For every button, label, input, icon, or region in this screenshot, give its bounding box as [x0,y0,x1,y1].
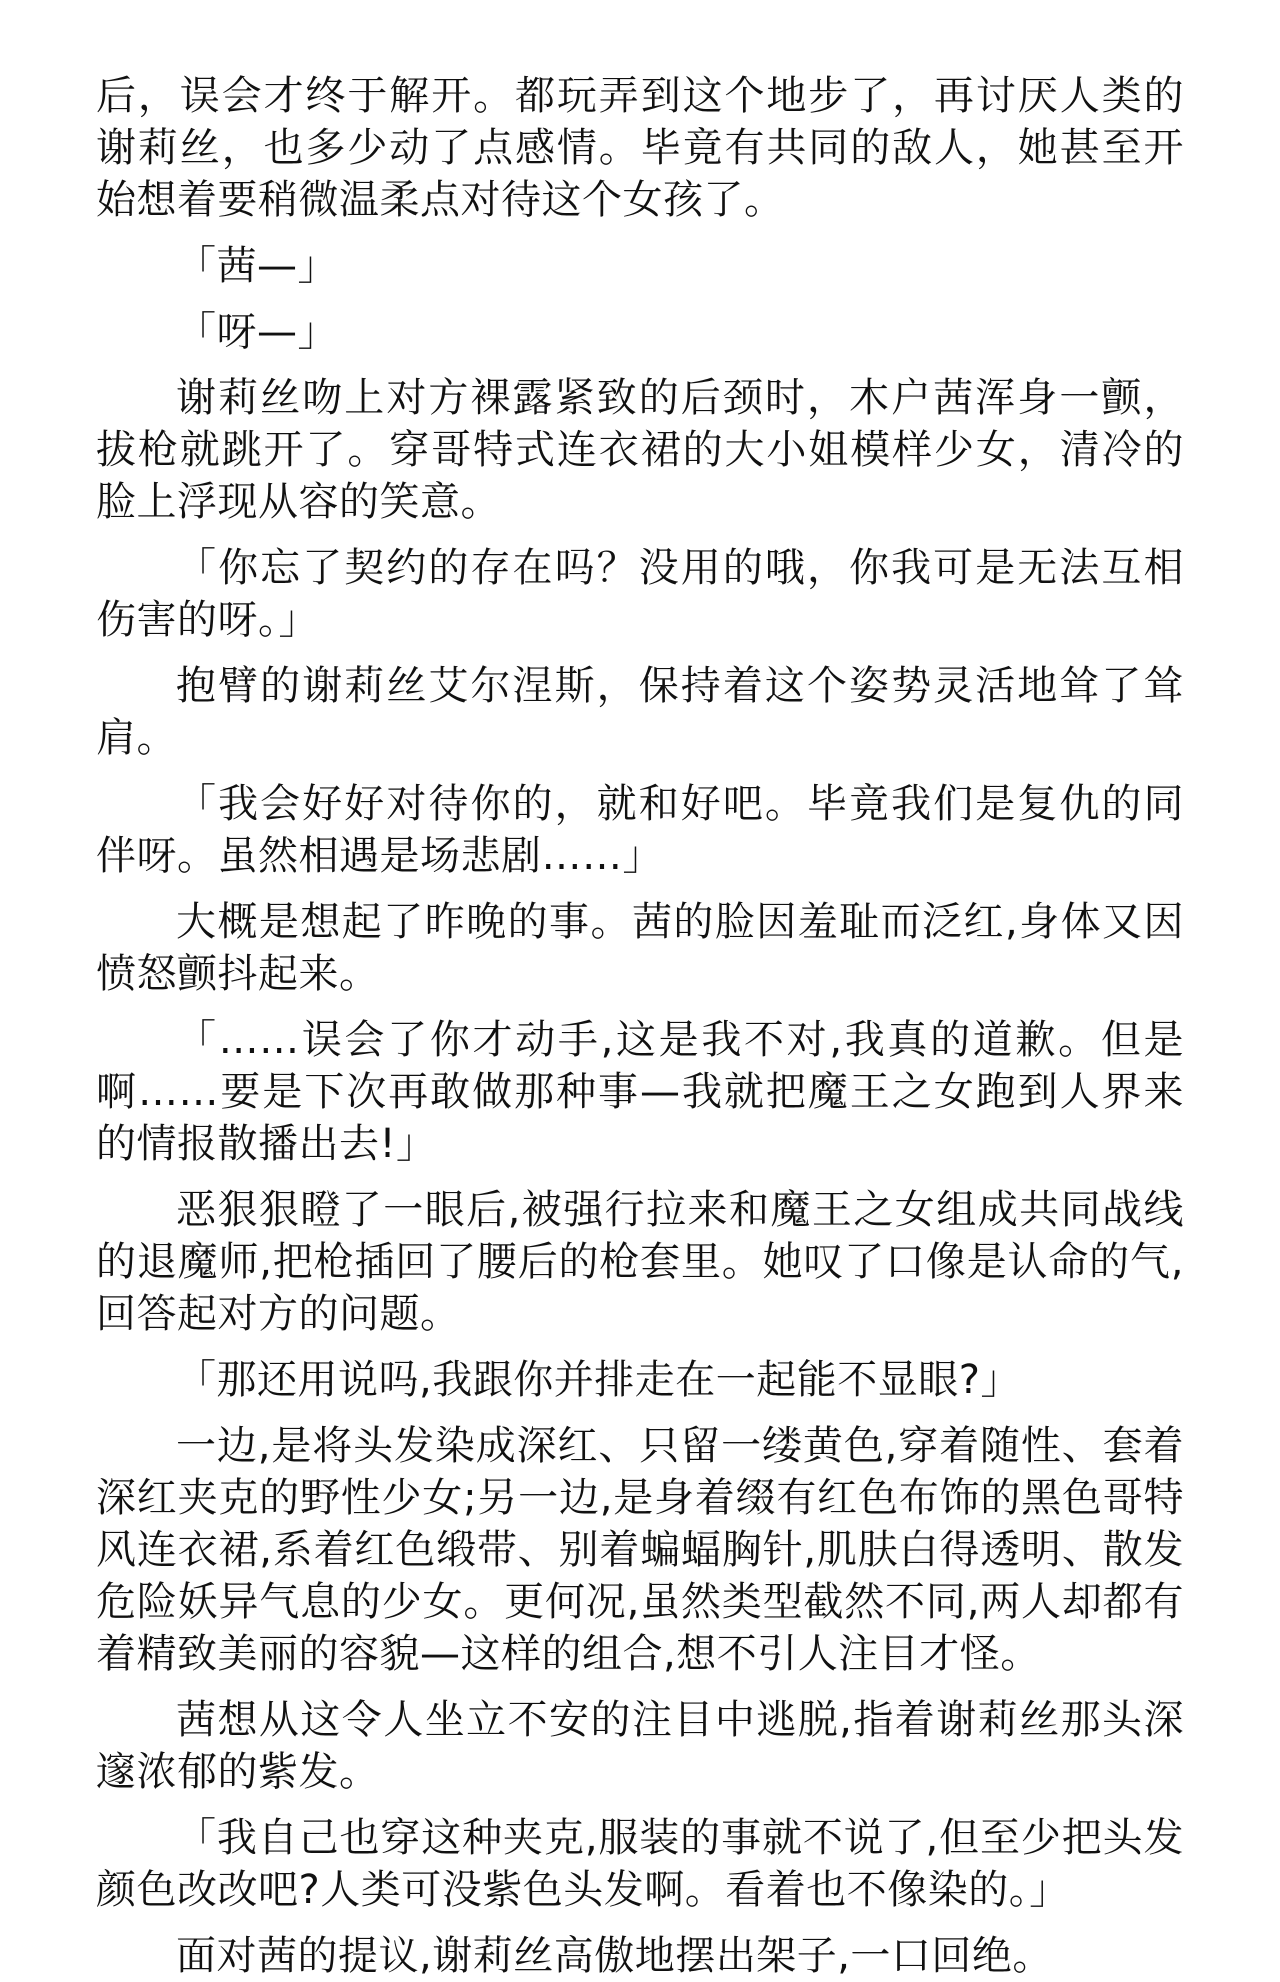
paragraph: 「我会好好对待你的，就和好吧。毕竟我们是复仇的同伴呀。虽然相遇是场悲剧……」 [96,781,1184,879]
paragraph: 「那还用说吗,我跟你并排走在一起能不显眼?」 [176,1357,1021,1403]
paragraph: 恶狠狠瞪了一眼后,被强行拉来和魔王之女组成共同战线的退魔师,把枪插回了腰后的枪套里。她叹了口像是认命的气,回答起对方的问题。 [96,1187,1184,1337]
paragraph: 「茜—」 [176,243,338,289]
paragraph: 「你忘了契约的存在吗？没用的哦，你我可是无法互相伤害的呀。」 [96,545,1184,643]
paragraph: 抱臂的谢莉丝艾尔涅斯，保持着这个姿势灵活地耸了耸肩。 [96,663,1184,761]
paragraph: 谢莉丝吻上对方裸露紧致的后颈时，木户茜浑身一颤，拔枪就跳开了。穿哥特式连衣裙的大小姐模样少女，清冷的脸上浮现从容的笑意。 [96,375,1184,525]
paragraph: 茜想从这令人坐立不安的注目中逃脱,指着谢莉丝那头深邃浓郁的紫发。 [96,1697,1184,1795]
paragraph: 后，误会才终于解开。都玩弄到这个地步了，再讨厌人类的谢莉丝，也多少动了点感情。毕竟有共同的敌人，她甚至开始想着要稍微温柔点对待这个女孩了。 [96,73,1184,223]
paragraph: 「……误会了你才动手,这是我不对,我真的道歉。但是啊……要是下次再敢做那种事—我就把魔王之女跑到人界来的情报散播出去!」 [96,1017,1184,1167]
paragraph: 面对茜的提议,谢莉丝高傲地摆出架子,一口回绝。 [176,1933,1053,1979]
paragraph: 「我自己也穿这种夹克,服装的事就不说了,但至少把头发颜色改改吧?人类可没紫色头发啊。看着也不像染的。」 [96,1815,1184,1913]
paragraph: 一边,是将头发染成深红、只留一缕黄色,穿着随性、套着深红夹克的野性少女;另一边,是身着缀有红色布饰的黑色哥特风连衣裙,系着红色缎带、别着蝙蝠胸针,肌肤白得透明、散发危险妖异气息的少女。更何况,虽然类型截然不同,两人却都有着精致美丽的容貌—这样的组合,想不引人注目才怪。 [96,1423,1184,1677]
paragraph: 「呀—」 [176,309,338,355]
paragraph: 大概是想起了昨晚的事。茜的脸因羞耻而泛红,身体又因愤怒颤抖起来。 [96,899,1184,997]
